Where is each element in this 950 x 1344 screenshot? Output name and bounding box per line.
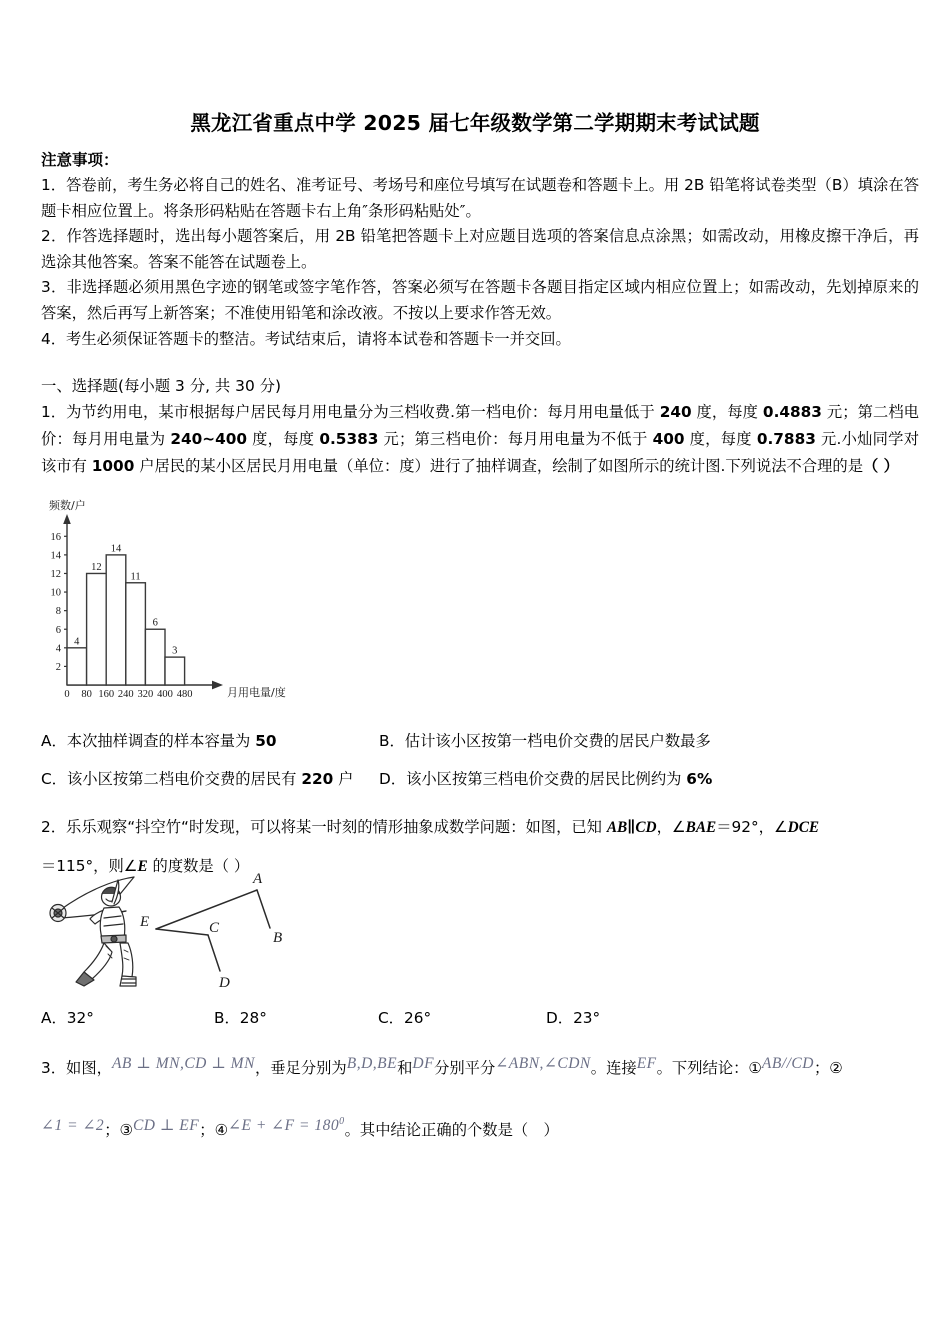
q3-math-6: AB//CD <box>761 1055 814 1072</box>
q2-option-c-value: 26° <box>403 1009 432 1027</box>
bar-value-label: 11 <box>130 571 141 583</box>
histogram-bar <box>145 629 165 685</box>
q1-value-1000: 1000 <box>91 457 135 475</box>
q1-value-240: 240 <box>659 403 692 421</box>
q1-text-part1: 为节约用电，某市根据每户居民每月用电量分为三档收费.第一档电价：每月用电量低于 <box>66 403 660 421</box>
question-2-options <box>41 1006 919 1036</box>
q1-value-04883: 0.4883 <box>762 403 822 421</box>
q3-t6: 。下列结论： <box>656 1059 749 1077</box>
q2-option-a-value: 32° <box>66 1009 94 1027</box>
q3-t3: 和 <box>397 1059 413 1077</box>
q1-option-b-text: 估计该小区按第一档电价交费的居民户数最多 <box>404 732 711 750</box>
y-tick-group <box>51 532 68 673</box>
diabolo-player-illustration <box>50 877 136 986</box>
y-tick-label: 10 <box>50 587 61 599</box>
q3-conclusion-marker-3: ③ <box>119 1121 133 1139</box>
q3-t8: ； <box>104 1121 120 1139</box>
q1-value-05383: 0.5383 <box>319 430 379 448</box>
y-tick-label: 6 <box>55 624 61 636</box>
q2-math-e: E <box>137 858 148 875</box>
y-tick-label: 16 <box>50 531 61 543</box>
q1-option-c-label: C． <box>41 770 67 788</box>
q2-math-dce: DCE <box>787 819 820 836</box>
q3-t7: ； <box>813 1059 830 1077</box>
q1-text-du3: 度，每度 <box>684 430 757 448</box>
y-tick-label: 8 <box>55 606 61 618</box>
x-tick-label: 0 <box>64 689 70 700</box>
q1-option-d-value: 6% <box>686 770 713 788</box>
q1-option-b-label: B． <box>379 732 405 750</box>
point-label-A: A <box>253 871 263 887</box>
histogram-bar <box>87 573 107 685</box>
q1-option-c-unit: 户 <box>333 770 354 788</box>
histogram-bar <box>165 657 185 685</box>
y-axis-arrow <box>63 514 71 524</box>
q3-math-2: B,D,BE <box>346 1055 398 1072</box>
q1-text-yuan2: 元；第三档电价：每月用电量为不低于 <box>378 430 653 448</box>
q2-text-line2-pre: ＝115°，则∠ <box>41 857 138 875</box>
q2-option-c-label: C． <box>378 1009 404 1027</box>
q3-t5: 。连接 <box>590 1059 637 1077</box>
section-heading-choice: 一、选择题(每小题 3 分, 共 30 分) <box>41 377 282 395</box>
q1-option-row-1 <box>41 729 919 767</box>
x-tick-label: 240 <box>117 689 134 700</box>
point-label-C: C <box>209 920 220 936</box>
q1-option-c-value: 220 <box>301 770 334 788</box>
q3-t2: ，垂足分别为 <box>254 1059 347 1077</box>
q3-conclusion-marker-4: ④ <box>214 1121 229 1139</box>
notice-list <box>41 173 919 352</box>
q1-value-240-400: 240~400 <box>170 430 248 448</box>
x-tick-label: 160 <box>98 689 115 700</box>
bar-value-label: 14 <box>110 543 122 555</box>
q3-t10: 。其中结论正确的个数是（ ） <box>344 1121 559 1139</box>
question-2-number: 2． <box>41 818 67 836</box>
q2-math-abcd: AB∥CD <box>606 819 657 836</box>
bar-value-label: 6 <box>152 617 158 629</box>
q1-option-c[interactable] <box>41 767 353 789</box>
histogram-bar <box>106 555 126 685</box>
point-label-E: E <box>140 914 150 930</box>
q1-answer-blank: （ ） <box>863 457 899 475</box>
q1-option-d-label: D． <box>379 770 407 788</box>
q3-math-5: EF <box>636 1055 657 1072</box>
q2-option-c[interactable] <box>378 1006 431 1028</box>
y-tick-label: 12 <box>50 569 61 581</box>
q2-text-comma1: ，∠ <box>656 818 686 836</box>
q1-option-d[interactable] <box>379 767 712 789</box>
x-axis-label: 月用电量/度 <box>227 686 286 699</box>
segment-EA <box>156 890 257 929</box>
point-label-D: D <box>219 975 230 991</box>
histogram-bar <box>67 648 87 685</box>
notice-item-1: 1．答卷前，考生务必将自己的姓名、准考证号、考场号和座位号填写在试题卷和答题卡上。用 2B 铅笔将试卷类型（B）填涂在答题卡相应位置上。将条形码粘贴在答题卡右上角″条形码粘贴处″。 <box>41 176 919 220</box>
q1-option-a[interactable] <box>41 729 277 751</box>
q1-text-du2: 度，每度 <box>247 430 320 448</box>
q1-option-c-text: 该小区按第二档电价交费的居民有 <box>66 770 302 788</box>
q3-math-4: ∠ABN,∠CDN <box>495 1055 591 1072</box>
q2-text-eq1: ＝92°，∠ <box>716 818 788 836</box>
page-title: 黑龙江省重点中学 2025 届七年级数学第二学期期末考试试题 <box>190 111 760 135</box>
point-label-B: B <box>273 930 283 946</box>
q3-math-1: AB ⊥ MN,CD ⊥ MN <box>111 1055 255 1072</box>
x-tick-label: 480 <box>176 689 193 700</box>
x-tick-label: 320 <box>137 689 154 700</box>
notice-item-2: 2．作答选择题时，选出每小题答案后，用 2B 铅笔把答题卡上对应题目选项的答案信息点涂黑；如需改动，用橡皮擦干净后，再选涂其他答案。答案不能答在试题卷上。 <box>41 227 919 271</box>
notice-item-4: 4．考生必须保证答题卡的整洁。考试结束后，请将本试卷和答题卡一并交回。 <box>41 329 571 348</box>
y-tick-label: 2 <box>55 662 61 674</box>
q3-math-8: CD ⊥ EF <box>132 1117 200 1134</box>
question-1-stem <box>41 399 919 480</box>
q2-text-part1: 乐乐观察“抖空竹“时发现，可以将某一时刻的情形抽象成数学问题：如图，已知 <box>66 818 607 836</box>
q1-option-a-text: 本次抽样调查的样本容量为 <box>66 732 256 750</box>
question-3-number: 3． <box>41 1059 67 1077</box>
geometry-point-labels <box>139 871 282 991</box>
q3-t9: ； <box>199 1121 215 1139</box>
q1-value-07883: 0.7883 <box>756 430 816 448</box>
bar-value-label: 4 <box>74 636 80 648</box>
q2-text-line2-post: 的度数是（ ） <box>147 857 250 875</box>
q1-option-a-label: A． <box>41 732 67 750</box>
notice-heading: 注意事项： <box>41 151 119 169</box>
question-3-stem-line2 <box>41 1113 926 1139</box>
question-1-number: 1． <box>41 403 67 421</box>
histogram-bar <box>126 583 146 685</box>
q1-option-a-value: 50 <box>255 732 277 750</box>
histogram-svg <box>45 497 355 707</box>
q2-option-a-label: A． <box>41 1009 67 1027</box>
diabolo-figure-svg <box>48 866 333 1012</box>
x-tick-label: 400 <box>157 689 173 700</box>
q3-math-7: ∠1 = ∠2 <box>41 1117 105 1134</box>
bar-value-label: 3 <box>172 645 178 657</box>
q1-option-row-2 <box>41 767 919 805</box>
q3-math-3: DF <box>412 1055 435 1072</box>
bar-value-label: 12 <box>91 561 102 573</box>
q2-option-b-value: 28° <box>239 1009 267 1027</box>
segment-EC <box>156 929 208 935</box>
question-1-options <box>41 729 919 805</box>
question-3-stem <box>41 1053 926 1084</box>
q2-math-bae: BAE <box>685 819 717 836</box>
q1-option-b[interactable] <box>379 729 711 751</box>
q2-option-d[interactable] <box>546 1006 600 1028</box>
q3-math-9: ∠E + ∠F = 180 <box>228 1117 340 1134</box>
q1-text-yuan1: 元；第二档电价：每月用电量为 <box>41 403 919 448</box>
segment-CD <box>208 935 220 971</box>
q3-math-9-sup: 0 <box>339 1115 345 1127</box>
x-tick-label: 80 <box>81 689 92 700</box>
frequency-histogram <box>45 497 355 707</box>
y-tick-label: 14 <box>50 550 61 562</box>
x-axis-arrow <box>212 681 223 690</box>
q3-conclusion-marker-2: ② <box>829 1059 843 1077</box>
q1-text-tail: 户居民的某小区居民月用电量（单位：度）进行了抽样调查，绘制了如图所示的统计图.下列说法不合理的是 <box>134 457 864 475</box>
segment-AB <box>257 890 270 928</box>
q2-option-b-label: B． <box>214 1009 240 1027</box>
q2-option-a[interactable] <box>41 1006 94 1028</box>
y-tick-label: 4 <box>55 643 61 655</box>
question-2-figure <box>48 866 333 1012</box>
bar-group <box>67 555 185 685</box>
y-axis-label: 频数/户 <box>49 499 86 512</box>
q3-t4: 分别平分 <box>434 1059 496 1077</box>
q1-option-d-text: 该小区按第三档电价交费的居民比例约为 <box>406 770 687 788</box>
q2-option-d-label: D． <box>546 1009 574 1027</box>
q2-option-d-value: 23° <box>573 1009 601 1027</box>
q3-conclusion-marker-1: ① <box>748 1059 762 1077</box>
q1-value-400: 400 <box>652 430 685 448</box>
q3-t1: 如图， <box>66 1059 112 1077</box>
q2-option-b[interactable] <box>214 1006 267 1028</box>
q1-text-yuan3: 元.小灿同学对该市有 <box>41 430 919 475</box>
notice-item-3: 3．非选择题必须用黑色字迹的钢笔或签字笔作答，答案必须写在答题卡各题目指定区域内相应位置上；如需改动，先划掉原来的答案，然后再写上新答案；不准使用铅笔和涂改液。不按以上要求作答无效。 <box>41 278 919 322</box>
x-tick-group <box>64 689 192 700</box>
q1-text-du1: 度，每度 <box>691 403 763 421</box>
